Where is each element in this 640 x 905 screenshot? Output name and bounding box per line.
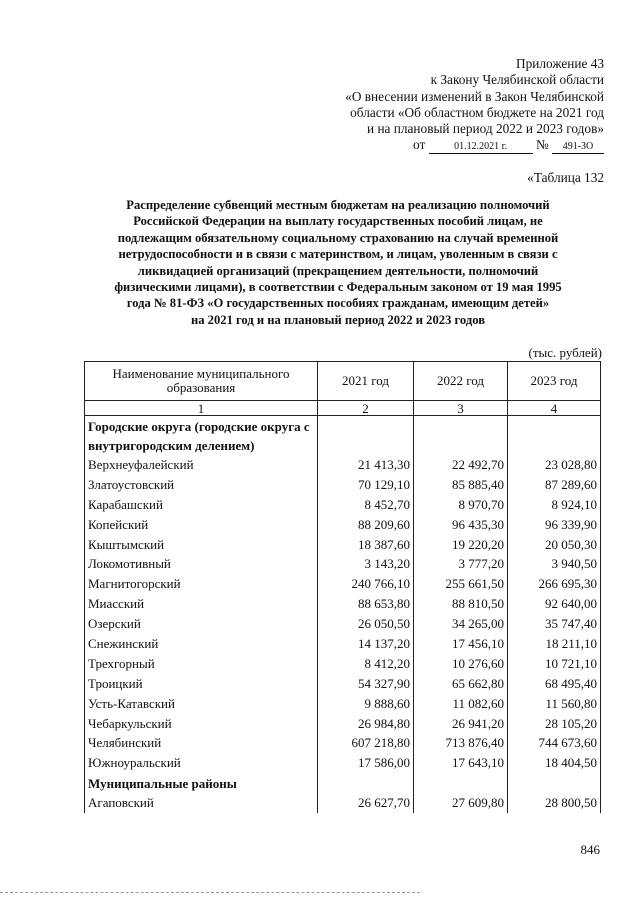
appendix-line: области «Об областном бюджете на 2021 год xyxy=(350,104,604,120)
title-line: года № 81-ФЗ «О государственных пособиях гражданам, имеющим детей» xyxy=(126,296,550,311)
value-2022: 65 662,80 xyxy=(414,674,508,694)
value-2023: 28 800,50 xyxy=(508,793,601,813)
value-2021: 3 143,20 xyxy=(318,554,414,574)
municipality-name: Магнитогорский xyxy=(85,574,318,594)
table-row xyxy=(85,495,601,515)
value-2023: 87 289,60 xyxy=(508,475,601,495)
value-2022: 88 810,50 xyxy=(414,594,508,614)
subsidy-table xyxy=(84,361,601,813)
municipality-name: Снежинский xyxy=(85,634,318,654)
column-number: 2 xyxy=(318,401,414,416)
municipality-name: Карабашский xyxy=(85,495,318,515)
appendix-header xyxy=(274,56,604,154)
value-2023: 20 050,30 xyxy=(508,535,601,555)
table-row xyxy=(85,694,601,714)
value-2023: 18 211,10 xyxy=(508,634,601,654)
value-2023: 96 339,90 xyxy=(508,515,601,535)
title-line: Распределение субвенций местным бюджетам на реализацию полномочий xyxy=(126,198,550,212)
column-number: 3 xyxy=(414,401,508,416)
municipality-name: Чебаркульский xyxy=(85,714,318,734)
value-2022: 85 885,40 xyxy=(414,475,508,495)
header-2021: 2021 год xyxy=(318,362,414,401)
table-row xyxy=(85,733,601,753)
title-line: нетрудоспособности и в связи с материнством, и лицам, уволенным в связи с xyxy=(118,247,558,262)
table-row xyxy=(85,614,601,634)
value-2022: 27 609,80 xyxy=(414,793,508,813)
number-prefix: № xyxy=(535,137,549,153)
value-2022: 17 643,10 xyxy=(414,753,508,773)
table-row xyxy=(85,674,601,694)
header-name: Наименование муниципального образования xyxy=(85,362,318,401)
value-2022: 22 492,70 xyxy=(414,455,508,475)
appendix-line: «О внесении изменений в Закон Челябинской xyxy=(345,88,604,104)
municipality-name: Усть-Катавский xyxy=(85,694,318,714)
value-2021: 88 209,60 xyxy=(318,515,414,535)
document-title xyxy=(86,197,590,328)
title-line: подлежащим обязательному социальному страхованию на случай временной xyxy=(117,230,559,245)
value-2022: 10 276,60 xyxy=(414,654,508,674)
title-line: ликвидацией организаций (прекращением деятельности, полномочий xyxy=(137,263,539,278)
value-2021: 26 627,70 xyxy=(318,793,414,813)
municipality-name: Кыштымский xyxy=(85,535,318,555)
footer-divider xyxy=(0,892,420,893)
value-2023: 92 640,00 xyxy=(508,594,601,614)
value-2021: 240 766,10 xyxy=(318,574,414,594)
value-2022: 34 265,00 xyxy=(414,614,508,634)
value-2022: 8 970,70 xyxy=(414,495,508,515)
municipality-name: Агаповский xyxy=(85,793,318,813)
section-title: Муниципальные районы xyxy=(85,773,318,793)
value-2023: 23 028,80 xyxy=(508,455,601,475)
value-2021: 9 888,60 xyxy=(318,694,414,714)
table-row xyxy=(85,594,601,614)
value-2021: 88 653,80 xyxy=(318,594,414,614)
value-2021: 26 050,50 xyxy=(318,614,414,634)
table-row xyxy=(85,753,601,773)
value-2022: 3 777,20 xyxy=(414,554,508,574)
value-2023: 11 560,80 xyxy=(508,694,601,714)
title-line: физическими лицами), в соответствии с Федеральным законом от 19 мая 1995 xyxy=(114,280,562,295)
title-line: на 2021 год и на плановый период 2022 и 2023 годов xyxy=(190,312,486,327)
municipality-name: Озерский xyxy=(85,614,318,634)
value-2021: 54 327,90 xyxy=(318,674,414,694)
column-number: 1 xyxy=(85,401,318,416)
page-number: 846 xyxy=(580,842,600,857)
table-row xyxy=(85,535,601,555)
units-label: (тыс. рублей) xyxy=(528,345,602,360)
table-row xyxy=(85,554,601,574)
section-row xyxy=(85,773,601,793)
value-2021: 17 586,00 xyxy=(318,753,414,773)
appendix-line: к Закону Челябинской области xyxy=(430,72,604,88)
section-title: Городские округа (городские округа с внутригородским делением) xyxy=(85,416,318,456)
value-2021: 21 413,30 xyxy=(318,455,414,475)
table-row xyxy=(85,475,601,495)
value-2022: 17 456,10 xyxy=(414,634,508,654)
value-2023: 35 747,40 xyxy=(508,614,601,634)
municipality-name: Южноуральский xyxy=(85,753,318,773)
value-2022: 713 876,40 xyxy=(414,733,508,753)
municipality-name: Челябинский xyxy=(85,733,318,753)
value-2021: 14 137,20 xyxy=(318,634,414,654)
table-row xyxy=(85,574,601,594)
table-note: «Таблица 132 xyxy=(527,170,604,185)
municipality-name: Трехгорный xyxy=(85,654,318,674)
date-prefix: от xyxy=(413,137,426,153)
value-2021: 26 984,80 xyxy=(318,714,414,734)
law-number: 491-ЗО xyxy=(552,141,604,154)
value-2023: 10 721,10 xyxy=(508,654,601,674)
header-2023: 2023 год xyxy=(508,362,601,401)
value-2021: 18 387,60 xyxy=(318,535,414,555)
value-2021: 8 452,70 xyxy=(318,495,414,515)
municipality-name: Златоустовский xyxy=(85,475,318,495)
appendix-line: и на плановый период 2022 и 2023 годов» xyxy=(367,121,604,137)
table-row xyxy=(85,793,601,813)
value-2023: 28 105,20 xyxy=(508,714,601,734)
value-2022: 255 661,50 xyxy=(414,574,508,594)
value-2021: 70 129,10 xyxy=(318,475,414,495)
table-row xyxy=(85,714,601,734)
value-2022: 19 220,20 xyxy=(414,535,508,555)
value-2023: 18 404,50 xyxy=(508,753,601,773)
column-number: 4 xyxy=(508,401,601,416)
title-line: Российской Федерации на выплату государственных пособий лицам, не xyxy=(133,214,543,229)
value-2022: 96 435,30 xyxy=(414,515,508,535)
appendix-line: Приложение 43 xyxy=(516,56,604,71)
table-row xyxy=(85,654,601,674)
municipality-name: Локомотивный xyxy=(85,554,318,574)
table-row xyxy=(85,515,601,535)
appendix-date-line xyxy=(274,137,604,154)
value-2023: 266 695,30 xyxy=(508,574,601,594)
table-row xyxy=(85,455,601,475)
value-2021: 8 412,20 xyxy=(318,654,414,674)
value-2023: 3 940,50 xyxy=(508,554,601,574)
value-2022: 26 941,20 xyxy=(414,714,508,734)
section-row xyxy=(85,416,601,456)
municipality-name: Верхнеуфалейский xyxy=(85,455,318,475)
value-2023: 68 495,40 xyxy=(508,674,601,694)
value-2023: 8 924,10 xyxy=(508,495,601,515)
value-2021: 607 218,80 xyxy=(318,733,414,753)
municipality-name: Миасский xyxy=(85,594,318,614)
municipality-name: Копейский xyxy=(85,515,318,535)
municipality-name: Троицкий xyxy=(85,674,318,694)
header-2022: 2022 год xyxy=(414,362,508,401)
law-date: 01.12.2021 г. xyxy=(429,141,533,154)
table-row xyxy=(85,634,601,654)
value-2022: 11 082,60 xyxy=(414,694,508,714)
value-2023: 744 673,60 xyxy=(508,733,601,753)
